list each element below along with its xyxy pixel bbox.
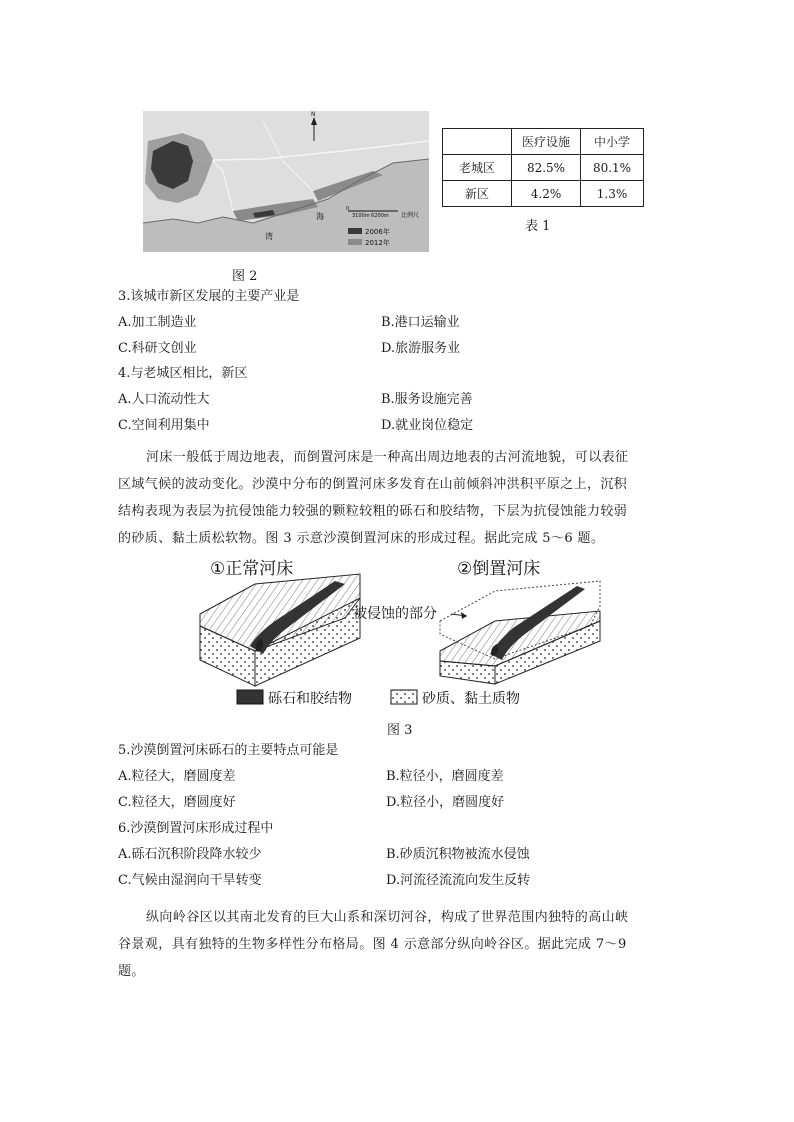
passage2-line: 区域气候的波动变化。沙漠中分布的倒置河床多发育在山前倾斜冲洪积平原之上，沉积 [118, 477, 628, 492]
table1-caption: 表 1 [525, 219, 551, 234]
passage2-line: 结构表现为表层为抗侵蚀能力较强的颗粒较粗的砾石和胶结物，下层为抗侵蚀能力较弱 [118, 504, 628, 519]
table-cell: 新区 [443, 181, 512, 207]
bay-label: 湾 [265, 232, 273, 241]
table-cell: 老城区 [443, 155, 512, 181]
figure3-diagram [195, 556, 615, 711]
passage3-line: 谷景观，具有独特的生物多样性分布格局。图 4 示意部分纵向岭谷区。据此完成 7～9 [118, 937, 627, 952]
normal-riverbed-block [200, 574, 360, 686]
legend-2006-label: 2006年 [365, 228, 390, 236]
figure2-caption: 图 2 [232, 269, 258, 284]
q6-option-d: D.河流径流流向发生反转 [386, 873, 531, 888]
q5-option-a: A.粒径大，磨圆度差 [118, 769, 236, 784]
q3-option-b: B.港口运输业 [381, 315, 460, 330]
q4-option-b: B.服务设施完善 [381, 392, 473, 407]
q4-option-c: C.空间利用集中 [118, 418, 210, 433]
figure3-title-right: ②倒置河床 [457, 559, 541, 579]
q6-stem: 6.沙漠倒置河床形成过程中 [118, 821, 274, 836]
passage3-line: 纵向岭谷区以其南北发育的巨大山系和深切河谷，构成了世界范围内独特的高山峡 [146, 910, 629, 925]
legend-gravel-label: 砾石和胶结物 [268, 691, 352, 707]
table-cell: 1.3% [581, 181, 644, 207]
table-cell: 4.2% [512, 181, 581, 207]
figure2-map [143, 111, 429, 252]
figure3-caption: 图 3 [387, 723, 413, 738]
q6-option-a: A.砾石沉积阶段降水较少 [118, 847, 262, 862]
table-cell: 82.5% [512, 155, 581, 181]
q5-stem: 5.沙漠倒置河床砾石的主要特点可能是 [118, 743, 339, 758]
passage2-line: 河床一般低于周边地表，而倒置河床是一种高出周边地表的古河流地貌，可以表征 [146, 450, 629, 465]
q4-option-d: D.就业岗位稳定 [381, 418, 474, 433]
legend-2012-swatch [348, 239, 362, 245]
q5-option-d: D.粒径小，磨圆度好 [386, 795, 505, 810]
legend-sand-label: 砂质、黏土质物 [422, 691, 520, 707]
q4-stem: 4.与老城区相比，新区 [118, 366, 248, 381]
table-header-cell: 中小学 [581, 129, 644, 155]
table-row [443, 181, 644, 207]
legend-sand-swatch [391, 690, 417, 704]
eroded-part-label: 被侵蚀的部分 [353, 606, 437, 622]
scale-label: 比例尺 [401, 212, 420, 219]
figure3-title-left: ①正常河床 [210, 559, 294, 579]
sea-label: 海 [316, 212, 324, 221]
legend-gravel-swatch [237, 690, 263, 704]
table-cell: 80.1% [581, 155, 644, 181]
table1 [442, 128, 644, 207]
q3-option-d: D.旅游服务业 [381, 341, 461, 356]
inverted-riverbed-diagram [195, 556, 615, 711]
north-label: N [311, 111, 316, 118]
scale-text: 3100m 6200m [352, 213, 389, 219]
q3-option-c: C.科研文创业 [118, 341, 197, 356]
q6-option-b: B.砂质沉积物被流水侵蚀 [386, 847, 530, 862]
q5-option-c: C.粒径大，磨圆度好 [118, 795, 236, 810]
table-row [443, 155, 644, 181]
table-header-cell: 医疗设施 [512, 129, 581, 155]
inverted-riverbed-block [440, 581, 600, 684]
table-header-cell [443, 129, 512, 155]
city-map-image [143, 111, 429, 252]
q3-option-a: A.加工制造业 [118, 315, 197, 330]
q4-option-a: A.人口流动性大 [118, 392, 210, 407]
q3-stem: 3.该城市新区发展的主要产业是 [118, 289, 300, 304]
legend-2012-label: 2012年 [365, 239, 390, 247]
scale-zero: 0 [346, 206, 350, 212]
q5-option-b: B.粒径小，磨圆度差 [386, 769, 504, 784]
q6-option-c: C.气候由湿润向干旱转变 [118, 873, 262, 888]
passage3-line: 题。 [118, 964, 145, 979]
legend-2006-swatch [348, 228, 362, 234]
passage2-line: 的砂质、黏土质松软物。图 3 示意沙漠倒置河床的形成过程。据此完成 5～6 题。 [118, 531, 605, 546]
table-header-row [443, 129, 644, 155]
